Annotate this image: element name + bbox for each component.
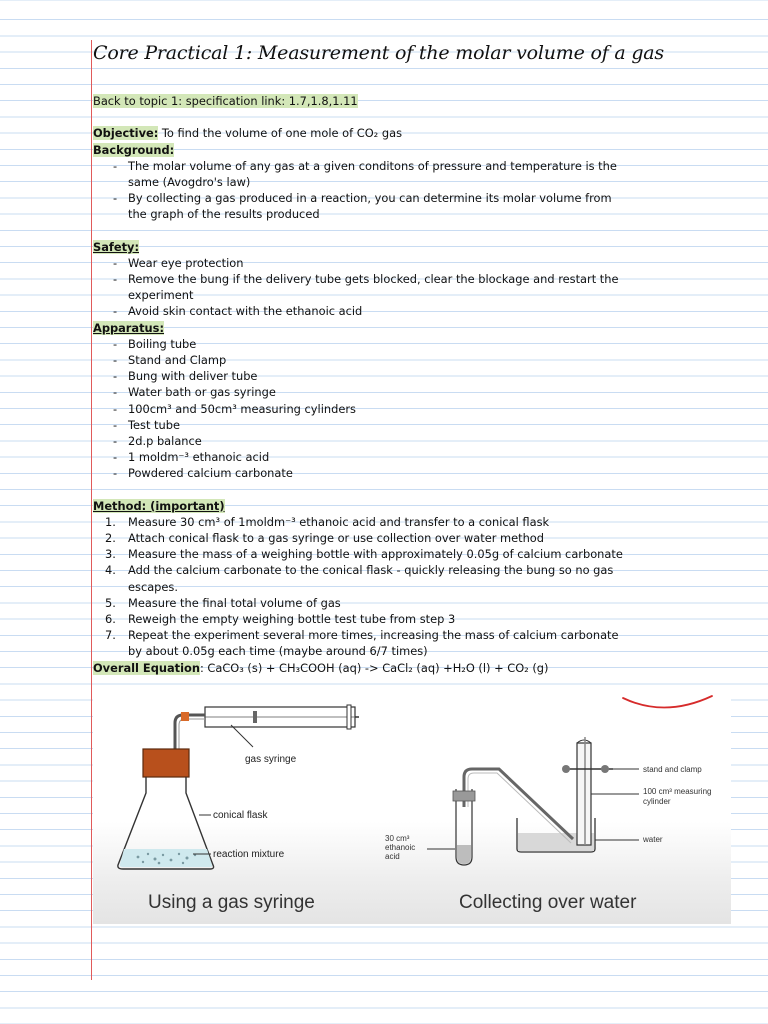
list-item: - Test tube [93, 417, 713, 433]
equation-label: Overall Equation [93, 660, 200, 675]
page-title: Core Practical 1: Measurement of the molar volume of a gas [93, 42, 664, 64]
label-reaction-mixture: reaction mixture [213, 849, 285, 860]
method-heading: Method: (important) [93, 498, 225, 513]
list-item: - 2d.p balance [93, 433, 713, 449]
label-measuring-cylinder: 100 cm³ measuring [643, 787, 712, 796]
document-body [93, 93, 713, 676]
list-item: - Wear eye protection [93, 255, 713, 271]
list-item-continuation: the graph of the results produced [128, 207, 320, 222]
method-step: 4. Add the calcium carbonate to the conical flask - quickly releasing the bung so no gas [105, 563, 614, 578]
label-acid-name: ethanoic [385, 843, 416, 852]
list-item: - 100cm³ and 50cm³ measuring cylinders [93, 401, 713, 417]
list-item: - Stand and Clamp [93, 352, 713, 368]
margin-line [91, 40, 92, 980]
reaction-mixture [120, 849, 212, 867]
list-item: - The molar volume of any gas at a given conditons of pressure and temperature is the [93, 158, 713, 174]
equation-text: : CaCO₃ (s) + CH₃COOH (aq) -> CaCl₂ (aq) +H₂O (l) + CO₂ (g) [199, 660, 549, 675]
method-step: 7. Repeat the experiment several more times, increasing the mass of calcium carbonate [105, 628, 619, 643]
over-water-diagram [385, 737, 711, 913]
objective-text: To find the volume of one mole of CO₂ gas [158, 126, 403, 141]
label-acid: acid [385, 852, 400, 861]
apparatus-figure [93, 697, 731, 924]
label-stand-and-clamp: stand and clamp [643, 765, 702, 774]
red-pen-mark [620, 690, 720, 720]
label-measuring-cylinder-2: cylinder [643, 797, 671, 806]
apparatus-heading: Apparatus: [93, 320, 165, 335]
measuring-cylinder [577, 743, 591, 845]
list-item: - Water bath or gas syringe [93, 384, 713, 400]
list-item-continuation: same (Avogdro's law) [128, 174, 251, 189]
safety-heading: Safety: [93, 239, 139, 254]
method-step-continuation: escapes. [128, 579, 178, 594]
background-heading: Background: [93, 142, 175, 157]
list-item: - Avoid skin contact with the ethanoic acid [93, 303, 713, 319]
method-step: 2. Attach conical flask to a gas syringe or use collection over water method [105, 531, 544, 546]
caption-over-water: Collecting over water [459, 892, 637, 913]
method-step-continuation: by about 0.05g each time (maybe around 6/7 times) [128, 644, 428, 659]
apparatus-diagram [93, 697, 731, 924]
list-item: - Bung with deliver tube [93, 368, 713, 384]
method-step: 5. Measure the final total volume of gas [105, 595, 341, 610]
objective-label: Objective: [93, 126, 159, 141]
objective-line [93, 125, 713, 141]
label-gas-syringe: gas syringe [245, 754, 297, 765]
method-step: 3. Measure the mass of a weighing bottle with approximately 0.05g of calcium carbonate [105, 547, 623, 562]
list-item: - Boiling tube [93, 336, 713, 352]
list-item-continuation: experiment [128, 288, 194, 303]
list-item: - Powdered calcium carbonate [93, 465, 713, 481]
label-water: water [643, 835, 663, 844]
list-item: - By collecting a gas produced in a reaction, you can determine its molar volume from [93, 190, 713, 206]
caption-gas-syringe: Using a gas syringe [148, 892, 315, 913]
method-step: 6. Reweigh the empty weighing bottle test tube from step 3 [105, 612, 456, 626]
label-acid-volume: 30 cm³ [385, 834, 410, 843]
bung [143, 749, 189, 777]
label-conical-flask: conical flask [213, 810, 268, 821]
list-item: - 1 moldm⁻³ ethanoic acid [93, 449, 713, 465]
method-step: 1. Measure 30 cm³ of 1moldm⁻³ ethanoic acid and transfer to a conical flask [105, 514, 550, 529]
equation-line [93, 660, 713, 676]
backlink[interactable]: Back to topic 1: specification link: 1.7,1.8,1.11 [93, 94, 358, 108]
list-item: - Remove the bung if the delivery tube gets blocked, clear the blockage and restart the [93, 271, 713, 287]
gas-syringe-diagram [118, 705, 359, 913]
